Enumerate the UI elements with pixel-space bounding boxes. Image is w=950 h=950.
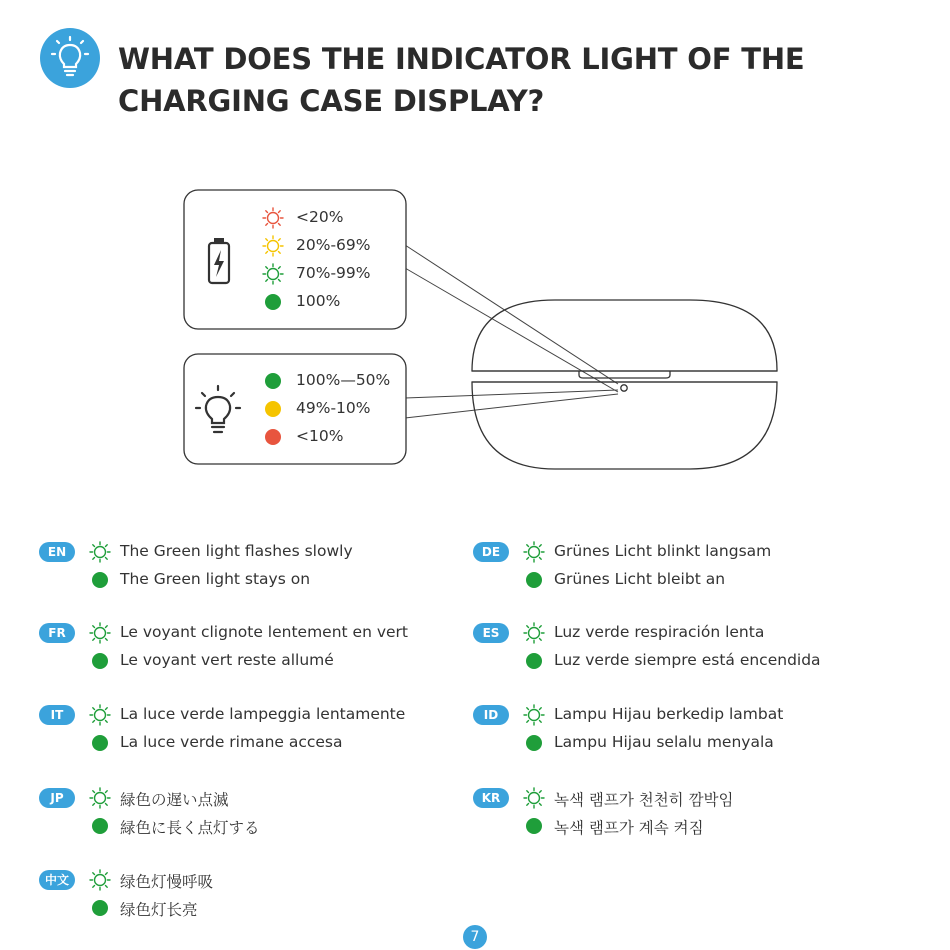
- solid-light-dot: [526, 572, 542, 588]
- blink-description: La luce verde lampeggia lentamente: [120, 705, 406, 723]
- solid-light-dot: [526, 818, 542, 834]
- legend-label: <20%: [296, 208, 344, 226]
- language-badge: FR: [39, 623, 75, 643]
- blink-description: 녹색 램프가 천천히 깜박임: [554, 791, 734, 809]
- solid-light-dot: [265, 429, 281, 445]
- legend-label: 100%: [296, 292, 341, 310]
- blinking-light-icon: [262, 235, 284, 257]
- blinking-light-icon: [89, 787, 111, 809]
- solid-light-dot: [265, 401, 281, 417]
- solid-light-dot: [265, 373, 281, 389]
- blinking-light-icon: [523, 787, 545, 809]
- blinking-light-icon: [89, 704, 111, 726]
- solid-description: The Green light stays on: [120, 570, 311, 588]
- legend-label: 20%-69%: [296, 236, 371, 254]
- blinking-light-icon: [523, 704, 545, 726]
- solid-description: 녹색 램프가 계속 켜짐: [554, 819, 704, 837]
- indicator-light: [621, 385, 627, 391]
- page-title: WHAT DOES THE INDICATOR LIGHT OF THE CHARGING CASE DISPLAY?: [118, 42, 805, 118]
- page-number: 7: [463, 925, 487, 949]
- solid-light-dot: [526, 735, 542, 751]
- blink-description: Le voyant clignote lentement en vert: [120, 623, 408, 641]
- solid-light-dot: [92, 900, 108, 916]
- language-badge: ID: [473, 705, 509, 725]
- solid-light-dot: [92, 653, 108, 669]
- blinking-light-icon: [262, 263, 284, 285]
- language-badge: IT: [39, 705, 75, 725]
- legend-label: 100%—50%: [296, 371, 391, 389]
- blinking-light-icon: [89, 622, 111, 644]
- solid-light-dot: [92, 735, 108, 751]
- solid-light-dot: [265, 294, 281, 310]
- blink-description: 緑色の遅い点滅: [120, 791, 229, 809]
- blink-description: 绿色灯慢呼吸: [120, 873, 214, 891]
- solid-light-dot: [526, 653, 542, 669]
- pointer-lines: [405, 245, 618, 418]
- solid-description: Luz verde siempre está encendida: [554, 651, 821, 669]
- solid-description: Le voyant vert reste allumé: [120, 651, 334, 669]
- blinking-light-icon: [523, 541, 545, 563]
- blink-description: The Green light flashes slowly: [120, 542, 353, 560]
- blink-description: Luz verde respiración lenta: [554, 623, 765, 641]
- solid-description: Lampu Hijau selalu menyala: [554, 733, 774, 751]
- language-badge: JP: [39, 788, 75, 808]
- language-badge: EN: [39, 542, 75, 562]
- blinking-light-icon: [89, 869, 111, 891]
- language-badge: KR: [473, 788, 509, 808]
- blinking-light-icon: [89, 541, 111, 563]
- blink-description: Grünes Licht blinkt langsam: [554, 542, 772, 560]
- blinking-light-icon: [262, 207, 284, 229]
- solid-light-dot: [92, 818, 108, 834]
- solid-description: 绿色灯长亮: [120, 901, 198, 919]
- solid-light-dot: [92, 572, 108, 588]
- blinking-light-icon: [523, 622, 545, 644]
- solid-description: 緑色に長く点灯する: [120, 819, 260, 837]
- language-badge: 中文: [39, 870, 75, 890]
- language-badge: ES: [473, 623, 509, 643]
- language-badge: DE: [473, 542, 509, 562]
- legend-label: <10%: [296, 427, 344, 445]
- legend-label: 49%-10%: [296, 399, 371, 417]
- legend-label: 70%-99%: [296, 264, 371, 282]
- solid-description: La luce verde rimane accesa: [120, 733, 343, 751]
- solid-description: Grünes Licht bleibt an: [554, 570, 726, 588]
- charging-case: [472, 300, 777, 469]
- blink-description: Lampu Hijau berkedip lambat: [554, 705, 784, 723]
